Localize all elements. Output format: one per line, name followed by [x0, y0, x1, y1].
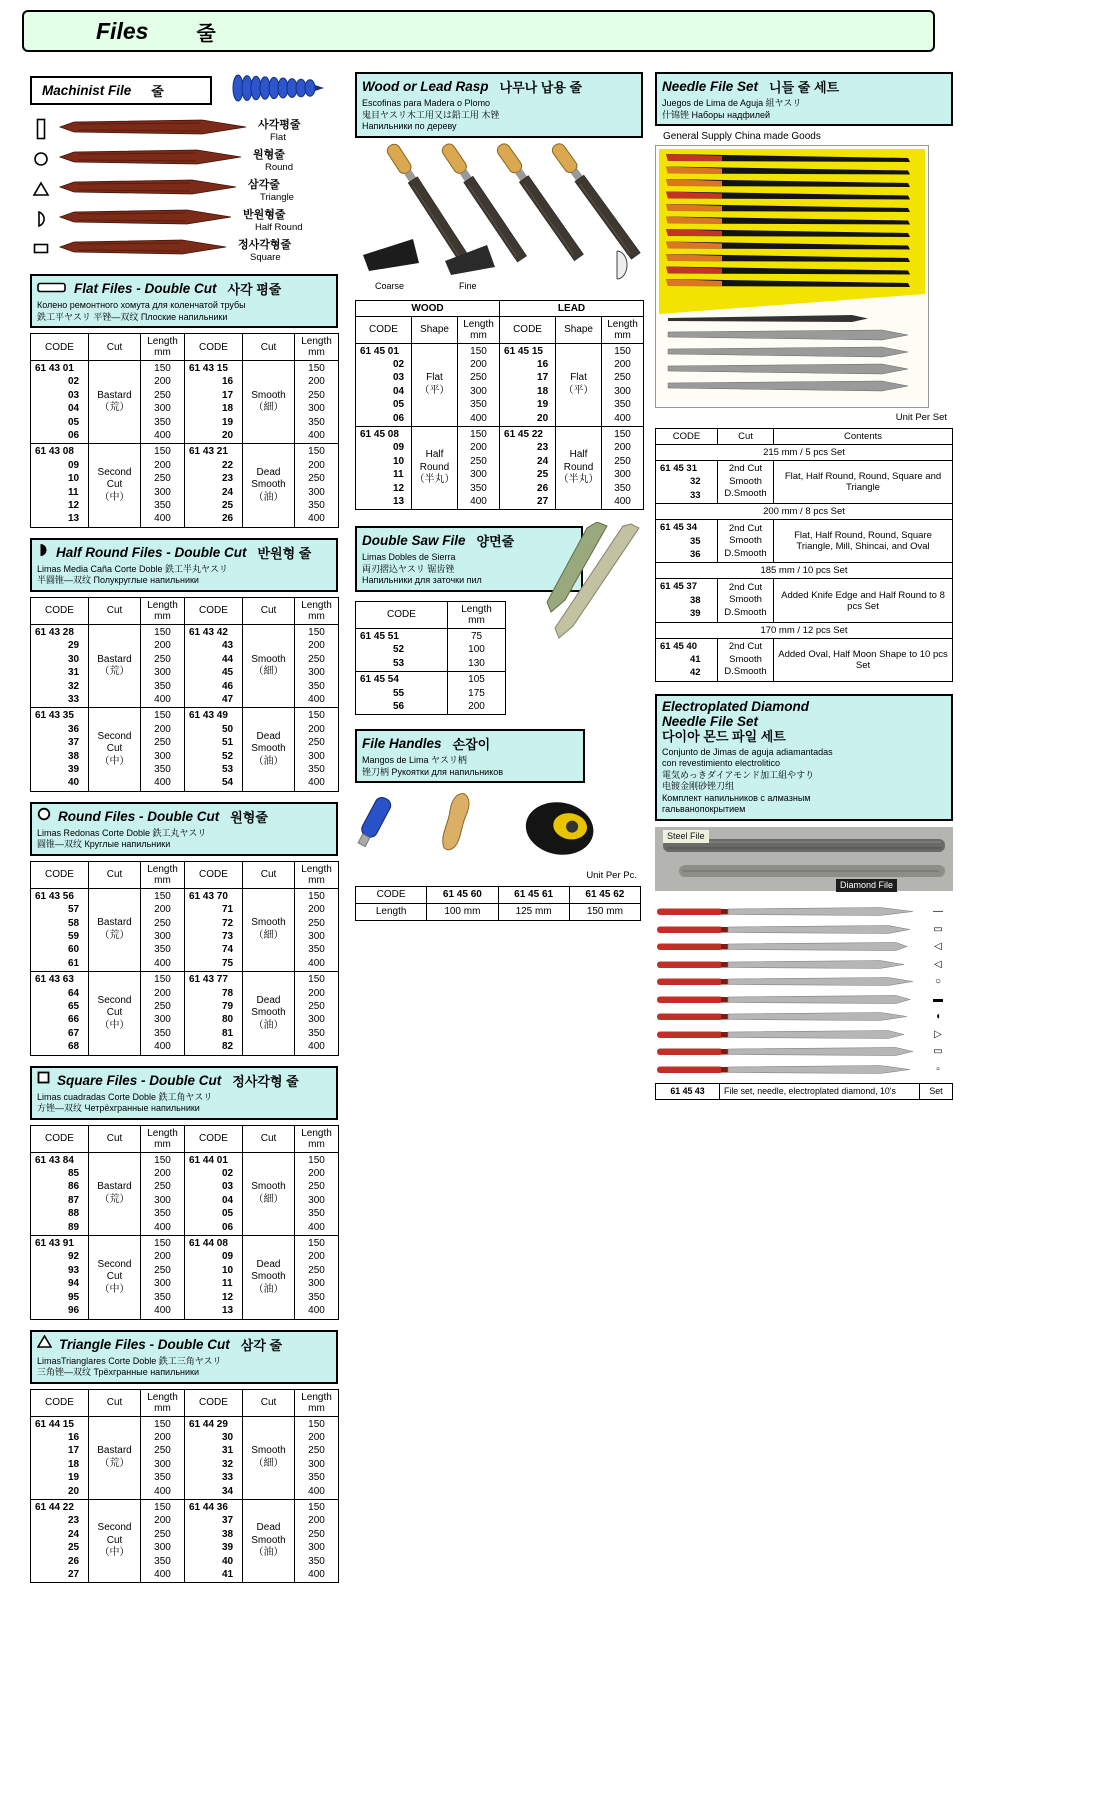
- code-cell: 61 45 51 52 53: [356, 628, 448, 671]
- needle-set-header: [655, 72, 953, 126]
- length-cell: 150 200 250 300 350 400: [141, 888, 185, 971]
- column-header: Length mm: [295, 1389, 339, 1416]
- code-cell: 61 43 49 50 51 52 53 54: [185, 708, 243, 791]
- column-header: CODE: [31, 1125, 89, 1152]
- column-header: Cut: [718, 429, 774, 445]
- diamond-needle-file: [655, 1043, 953, 1061]
- cut-cell: Smooth （細）: [243, 361, 295, 444]
- shape-cell: Half Round （半丸）: [412, 426, 458, 509]
- code-cell: 61 44 36 37 38 39 40 41: [185, 1499, 243, 1582]
- wood-lead-rasp-table: [355, 300, 644, 511]
- cut-cell: Smooth （細）: [243, 1416, 295, 1499]
- diamond-file-illustration: [655, 1044, 927, 1059]
- set-size-row: 215 mm / 5 pcs Set: [656, 445, 953, 461]
- column-header: CODE: [356, 601, 448, 628]
- column-header: Length mm: [295, 597, 339, 624]
- saw-file-table: [355, 601, 506, 715]
- diamond-set-title-kr: 다이아 몬드 파일 세트: [662, 728, 786, 744]
- column-header: Length mm: [458, 316, 500, 343]
- column-header: Length mm: [448, 601, 506, 628]
- wood-group-header: WOOD: [356, 300, 500, 316]
- column-header: Cut: [89, 861, 141, 888]
- length-cell: 150 200 250 300 350 400: [295, 1499, 339, 1582]
- file-handles-title: File Handles: [362, 736, 442, 752]
- cut-cell: Bastard （荒）: [89, 624, 141, 707]
- column-header: Cut: [243, 861, 295, 888]
- diamond-file-illustration: [655, 1009, 927, 1024]
- diamond-file-illustration: [655, 974, 927, 989]
- length-cell: 150 200 250 300 350 400: [295, 972, 339, 1055]
- square-file-illustration: [58, 236, 230, 263]
- cross-section-glyph: ▬: [933, 993, 943, 1005]
- diamond-file-illustrations: [655, 903, 953, 1078]
- cross-section-glyph: ▭: [933, 1046, 943, 1058]
- steel-file-label: Steel File: [663, 830, 709, 843]
- length-cell: 150 200 250 300 350 400: [141, 1416, 185, 1499]
- halfround-file-illustration: [58, 206, 235, 233]
- coarse-label: Coarse: [375, 280, 405, 291]
- cut-cell: Bastard （荒）: [89, 361, 141, 444]
- cut-cell: 2nd Cut Smooth D.Smooth: [718, 461, 774, 504]
- diamond-file-illustration: [655, 957, 927, 972]
- length-cell: 150 200 250 300 350 400: [295, 1416, 339, 1499]
- diamond-needle-file: [655, 938, 953, 956]
- code-cell: 61 44 15 16 17 18 19 20: [31, 1416, 89, 1499]
- section-flat-files: [30, 274, 338, 528]
- diamond-set-subtitle: Conjunto de Jimas de aguja adiamantadas con revestimiento electrolitico 電気めっきダイアモンド加工組やすり 电镀金刚砂锉刀组 Комплект напильников с алмазным гальванопокрытием: [662, 746, 833, 815]
- cut-cell: Dead Smooth （油）: [243, 708, 295, 791]
- length-cell: 150 200 250 300 350 400: [295, 888, 339, 971]
- column-header: Length mm: [295, 861, 339, 888]
- round-section-header: Round Files - Double Cut 원형줄 Limas Redonas Corte Doble 鉄工丸ヤスリ 圓锥—双纹 Круглые напильники: [30, 802, 338, 856]
- code-cell: 61 45 22 23 24 25 26 27: [500, 426, 556, 509]
- column-header: CODE: [185, 1125, 243, 1152]
- length-cell: 150 200 250 300 350 400: [602, 426, 644, 509]
- cut-cell: Dead Smooth （油）: [243, 444, 295, 527]
- cut-cell: 2nd Cut Smooth D.Smooth: [718, 520, 774, 563]
- code-cell: 61 43 63 64 65 66 67 68: [31, 972, 89, 1055]
- column-header: Cut: [89, 597, 141, 624]
- length-cell: 150 200 250 300 350 400: [141, 624, 185, 707]
- cut-cell: Smooth （細）: [243, 888, 295, 971]
- diamond-file-table: [655, 1083, 953, 1100]
- unit-per-set-note: Unit Per Set: [895, 412, 947, 423]
- round-file-illustration: [58, 146, 245, 173]
- length-cell: 150 200 250 300 350 400: [295, 708, 339, 791]
- cross-section-glyph: ▫: [936, 1063, 940, 1075]
- needle-set-subtitle: Juegos de Lima de Aguja 組ヤスリ 什锦锉 Наборы надфилей: [662, 98, 802, 120]
- code-cell: 61 43 42 43 44 45 46 47: [185, 624, 243, 707]
- code-cell: 61 44 08 09 10 11 12 13: [185, 1236, 243, 1319]
- cut-cell: 2nd Cut Smooth D.Smooth: [718, 579, 774, 622]
- code-cell: 61 45 31 32 33: [656, 461, 718, 504]
- diamond-set-header: [655, 694, 953, 821]
- cross-section-glyph: ▷: [934, 1028, 942, 1040]
- length-cell: 150 200 250 300 350 400: [141, 1236, 185, 1319]
- shape-cell: Flat （平）: [412, 343, 458, 426]
- flat-section-header: Flat Files - Double Cut 사각 평줄 Колено ремонтного хомута для коленчатой трубы 鉄工平ヤスリ 平锉—双纹 Плоские напильники: [30, 274, 338, 328]
- file-handles-table: [355, 886, 641, 921]
- file-handles-subtitle: Mangos de Lima ヤスリ柄 锉刀柄 Рукоятки для напильников: [362, 755, 504, 777]
- machinist-file-header-row: [30, 72, 338, 108]
- supply-note: General Supply China made Goods: [663, 131, 821, 142]
- steel-diamond-file-image: [655, 827, 953, 896]
- cut-cell: 2nd Cut Smooth D.Smooth: [718, 638, 774, 681]
- diamond-needle-file: [655, 973, 953, 991]
- length-cell: 150 200 250 300 350 400: [141, 444, 185, 527]
- machinist-file-row-square: [30, 234, 338, 264]
- flat-shape-icon: [37, 280, 67, 298]
- triangle-section-subtitle: LimasTrianglares Corte Doble 鉄工三角ヤスリ 三角锉—双纹 Трёхгранные напильники: [37, 1355, 222, 1377]
- length-cell: 100 mm: [427, 904, 498, 921]
- file-type-label: 원형줄 Round: [253, 148, 293, 173]
- code-cell: 61 45 08 09 10 11 12 13: [356, 426, 412, 509]
- column-header: CODE: [356, 316, 412, 343]
- column-header: Cut: [243, 1389, 295, 1416]
- column-header: Shape: [556, 316, 602, 343]
- saw-file-image: [539, 522, 643, 649]
- length-cell: 75 100 130: [448, 628, 506, 671]
- page-title-kr: 줄: [196, 22, 216, 45]
- length-cell: 150 200 250 300 350 400: [295, 1152, 339, 1235]
- cross-section-glyph: ◖: [934, 1011, 942, 1023]
- column-header: Length mm: [295, 334, 339, 361]
- diamond-file-illustration: [655, 904, 927, 919]
- halfround-shape-icon: [37, 543, 49, 562]
- set-size-row: 185 mm / 10 pcs Set: [656, 563, 953, 579]
- cross-section-glyph: ◁: [934, 958, 942, 970]
- cut-cell: Dead Smooth （油）: [243, 1236, 295, 1319]
- column-header: Shape: [412, 316, 458, 343]
- file-type-label: 반원형줄 Half Round: [243, 208, 303, 233]
- code-cell: 61 43 08 09 10 11 12 13: [31, 444, 89, 527]
- code-cell: 61 44 01 02 03 04 05 06: [185, 1152, 243, 1235]
- round-shape-icon: [37, 807, 51, 826]
- length-cell: 150 200 250 300 350 400: [458, 426, 500, 509]
- length-cell: 150 200 250 300 350 400: [602, 343, 644, 426]
- diamond-file-illustration: [655, 939, 927, 954]
- wood-rasp-subtitle: Escofinas para Madera o Plomo 鬼目ヤスリ木工用又は鉛工用 木锉 Напильники по дереву: [362, 98, 500, 131]
- cut-cell: Bastard （荒）: [89, 888, 141, 971]
- set-size-row: 200 mm / 8 pcs Set: [656, 504, 953, 520]
- column-header: Cut: [243, 334, 295, 361]
- column-header: Length mm: [141, 861, 185, 888]
- middle-column: [355, 72, 643, 921]
- file-type-label: 사각평줄 Flat: [258, 118, 301, 143]
- column-header: Length mm: [141, 1125, 185, 1152]
- code-cell: 61 45 34 35 36: [656, 520, 718, 563]
- code-cell: 61 45 60: [427, 887, 498, 904]
- wood-rasp-header: [355, 72, 643, 138]
- column-header: Cut: [89, 1125, 141, 1152]
- column-header: CODE: [185, 861, 243, 888]
- length-cell: 125 mm: [498, 904, 569, 921]
- saw-file-subtitle: Limas Dobles de Sierra 両刃摺込ヤスリ 锯齿锉 Напильники для заточки пил: [362, 552, 482, 586]
- length-cell: 105 175 200: [448, 672, 506, 715]
- code-cell: 61 45 61: [498, 887, 569, 904]
- column-header: CODE: [185, 1389, 243, 1416]
- square-section-subtitle: Limas cuadradas Corte Doble 鉄工角ヤスリ 方锉—双纹 Четрёхгранные напильники: [37, 1091, 213, 1114]
- cut-cell: Second Cut （中）: [89, 444, 141, 527]
- diamond-needle-file: [655, 903, 953, 921]
- double-saw-file-section: [355, 526, 643, 715]
- page-title-en: Files: [96, 17, 149, 44]
- column-header: CODE: [656, 429, 718, 445]
- square-end-icon: [30, 243, 52, 255]
- length-cell: 150 200 250 300 350 400: [295, 361, 339, 444]
- column-header: CODE: [185, 597, 243, 624]
- square-files-table: [30, 1125, 339, 1320]
- column-header: CODE: [500, 316, 556, 343]
- square-section-header: Square Files - Double Cut 정사각형 줄 Limas cuadradas Corte Doble 鉄工角ヤスリ 方锉—双纹 Четрёхгранные напильники: [30, 1066, 338, 1120]
- cut-cell: Second Cut （中）: [89, 972, 141, 1055]
- column-header: Cut: [243, 597, 295, 624]
- wood-rasp-title: Wood or Lead Rasp: [362, 79, 489, 94]
- column-header: Length mm: [141, 334, 185, 361]
- needle-file-set-table: [655, 428, 953, 682]
- column-header: Length mm: [602, 316, 644, 343]
- wood-rasp-section: [355, 72, 643, 510]
- code-cell: 61 43 91 92 93 94 95 96: [31, 1236, 89, 1319]
- round-end-icon: [30, 151, 52, 167]
- needle-file-set-section: [655, 72, 953, 682]
- needle-file-set-photo: [655, 145, 929, 408]
- diamond-set-title: Electroplated Diamond Needle File Set 다이아 몬드 파일 세트: [662, 699, 946, 745]
- machinist-title: Machinist File: [42, 82, 132, 98]
- length-cell: 150 200 250 300 350 400: [141, 972, 185, 1055]
- code-cell: 61 45 01 02 03 04 05 06: [356, 343, 412, 426]
- triangle-files-table: [30, 1389, 339, 1584]
- left-column: [30, 72, 338, 1583]
- diamond-needle-file: [655, 990, 953, 1008]
- column-header: CODE: [31, 334, 89, 361]
- length-cell: 150 200 250 300 350 400: [295, 624, 339, 707]
- file-type-label: 삼각줄 Triangle: [248, 178, 294, 203]
- column-header: Cut: [89, 334, 141, 361]
- code-cell: 61 45 62: [569, 887, 640, 904]
- cut-cell: Second Cut （中）: [89, 1236, 141, 1319]
- diamond-needle-file: [655, 955, 953, 973]
- code-cell: 61 43 77 78 79 80 81 82: [185, 972, 243, 1055]
- needle-set-title-kr: 니들 줄 세트: [769, 80, 840, 95]
- length-cell: 150 200 250 300 350 400: [458, 343, 500, 426]
- flat-end-icon: [30, 118, 52, 140]
- code-cell: 61 43 15 16 17 18 19 20: [185, 361, 243, 444]
- code-cell: 61 43 70 71 72 73 74 75: [185, 888, 243, 971]
- column-header: Length mm: [141, 1389, 185, 1416]
- description-cell: File set, needle, electroplated diamond, 10's: [720, 1083, 920, 1099]
- diamond-needle-file: [655, 1060, 953, 1078]
- page-title-banner: [22, 10, 935, 52]
- diamond-file-illustration: [655, 992, 927, 1007]
- flat-section-subtitle: Колено ремонтного хомута для коленчатой трубы 鉄工平ヤスリ 平锉—双纹 Плоские напильники: [37, 300, 246, 322]
- cut-cell: Second Cut （中）: [89, 708, 141, 791]
- machinist-file-row-triangle: [30, 174, 338, 204]
- unit-cell: Set: [920, 1083, 953, 1099]
- diamond-needle-file-section: [655, 694, 953, 1100]
- halfround-files-table: [30, 597, 339, 792]
- row-header: Length: [356, 904, 427, 921]
- contents-cell: Added Oval, Half Moon Shape to 10 pcs Set: [774, 638, 953, 681]
- right-column: [655, 72, 953, 1100]
- diamond-needle-file: [655, 1008, 953, 1026]
- saw-file-title: Double Saw File: [362, 533, 466, 549]
- file-type-label: 정사각형줄 Square: [238, 238, 292, 263]
- flat-files-table: [30, 333, 339, 528]
- diamond-file-illustration: [655, 922, 927, 937]
- cut-cell: Bastard （荒）: [89, 1416, 141, 1499]
- column-header: CODE: [31, 597, 89, 624]
- wood-rasp-title-kr: 나무나 납용 줄: [499, 80, 583, 95]
- section-triangle-files: [30, 1330, 338, 1584]
- cut-cell: Bastard （荒）: [89, 1152, 141, 1235]
- section-round-files: [30, 802, 338, 1056]
- column-header: Cut: [89, 1389, 141, 1416]
- column-header: Length mm: [141, 597, 185, 624]
- machinist-file-row-flat: [30, 114, 338, 144]
- code-cell: 61 43 21 22 23 24 25 26: [185, 444, 243, 527]
- code-cell: 61 45 43: [656, 1083, 720, 1099]
- column-header: Length mm: [295, 1125, 339, 1152]
- machinist-file-illustrations: [30, 114, 338, 264]
- cut-cell: Smooth （細）: [243, 624, 295, 707]
- diamond-file-illustration: [655, 1027, 927, 1042]
- code-cell: 61 45 40 41 42: [656, 638, 718, 681]
- square-shape-icon: [37, 1071, 50, 1089]
- needle-set-title: Needle File Set: [662, 79, 759, 94]
- triangle-shape-icon: [37, 1335, 52, 1353]
- diamond-file-label: Diamond File: [836, 879, 897, 892]
- code-cell: 61 43 28 29 30 31 32 33: [31, 624, 89, 707]
- triangle-end-icon: [30, 181, 52, 197]
- length-cell: 150 200 250 300 350 400: [141, 1499, 185, 1582]
- cross-section-glyph: ◁: [934, 941, 942, 953]
- cut-cell: Dead Smooth （油）: [243, 1499, 295, 1582]
- section-halfround-files: [30, 538, 338, 792]
- lead-group-header: LEAD: [500, 300, 644, 316]
- machinist-file-row-round: [30, 144, 338, 174]
- cross-section-glyph: ○: [934, 976, 942, 988]
- length-cell: 150 200 250 300 350 400: [141, 1152, 185, 1235]
- unit-per-pc-note: Unit Per Pc.: [586, 870, 637, 882]
- row-header: CODE: [356, 887, 427, 904]
- code-cell: 61 44 22 23 24 25 26 27: [31, 1499, 89, 1582]
- contents-cell: Flat, Half Round, Round, Square and Triangle: [774, 461, 953, 504]
- contents-cell: Added Knife Edge and Half Round to 8 pcs Set: [774, 579, 953, 622]
- cross-section-glyph: ▭: [933, 923, 943, 935]
- file-tables-area: [30, 274, 338, 1583]
- machinist-file-header: [30, 76, 212, 105]
- length-cell: 150 200 250 300 350 400: [295, 444, 339, 527]
- code-cell: 61 44 29 30 31 32 33 34: [185, 1416, 243, 1499]
- triangle-section-header: Triangle Files - Double Cut 삼각 줄 LimasTrianglares Corte Doble 鉄工三角ヤスリ 三角锉—双纹 Трёхгранные напильники: [30, 1330, 338, 1384]
- shape-cell: Half Round （半丸）: [556, 426, 602, 509]
- file-handles-section: [355, 729, 643, 921]
- length-cell: 150 200 250 300 350 400: [295, 1236, 339, 1319]
- column-header: Cut: [243, 1125, 295, 1152]
- column-header: Contents: [774, 429, 953, 445]
- fine-label: Fine: [459, 280, 477, 291]
- code-cell: 61 43 35 36 37 38 39 40: [31, 708, 89, 791]
- cut-cell: Second Cut （中）: [89, 1499, 141, 1582]
- blue-rasp-image: [228, 73, 324, 108]
- file-handles-image: [355, 787, 643, 866]
- set-size-row: 170 mm / 12 pcs Set: [656, 622, 953, 638]
- code-cell: 61 45 54 55 56: [356, 672, 448, 715]
- column-header: CODE: [31, 1389, 89, 1416]
- cut-cell: Dead Smooth （油）: [243, 972, 295, 1055]
- diamond-needle-file: [655, 1025, 953, 1043]
- triangle-file-illustration: [58, 176, 240, 203]
- code-cell: 61 43 56 57 58 59 60 61: [31, 888, 89, 971]
- wood-rasp-image: [355, 143, 643, 295]
- file-handles-title-kr: 손잡이: [452, 737, 491, 753]
- halfround-end-icon: [30, 210, 52, 228]
- cut-cell: Smooth （細）: [243, 1152, 295, 1235]
- column-header: CODE: [31, 861, 89, 888]
- saw-file-title-kr: 양면줄: [476, 534, 515, 550]
- code-cell: 61 45 15 16 17 18 19 20: [500, 343, 556, 426]
- length-cell: 150 200 250 300 350 400: [141, 361, 185, 444]
- section-square-files: [30, 1066, 338, 1320]
- code-cell: 61 45 37 38 39: [656, 579, 718, 622]
- contents-cell: Flat, Half Round, Round, Square Triangle, Mill, Shincai, and Oval: [774, 520, 953, 563]
- round-section-subtitle: Limas Redonas Corte Doble 鉄工丸ヤスリ 圓锥—双纹 Круглые напильники: [37, 827, 207, 850]
- diamond-file-illustration: [655, 1062, 927, 1077]
- halfround-section-subtitle: Limas Media Caña Corte Doble 鉄工半丸ヤスリ 半圓锥—双纹 Полукруглые напильники: [37, 563, 228, 586]
- length-cell: 150 mm: [569, 904, 640, 921]
- code-cell: 61 43 01 02 03 04 05 06: [31, 361, 89, 444]
- cross-section-glyph: —: [933, 906, 943, 918]
- diamond-needle-file: [655, 920, 953, 938]
- machinist-title-kr: 줄: [151, 83, 164, 99]
- flat-file-illustration: [58, 116, 250, 143]
- halfround-section-header: Half Round Files - Double Cut 반원형 줄 Limas Media Caña Corte Doble 鉄工半丸ヤスリ 半圓锥—双纹 Полукруглые напильники: [30, 538, 338, 592]
- code-cell: 61 43 84 85 86 87 88 89: [31, 1152, 89, 1235]
- length-cell: 150 200 250 300 350 400: [141, 708, 185, 791]
- file-handles-header: [355, 729, 585, 783]
- column-header: CODE: [185, 334, 243, 361]
- round-files-table: [30, 861, 339, 1056]
- machinist-file-row-halfround: [30, 204, 338, 234]
- shape-cell: Flat （平）: [556, 343, 602, 426]
